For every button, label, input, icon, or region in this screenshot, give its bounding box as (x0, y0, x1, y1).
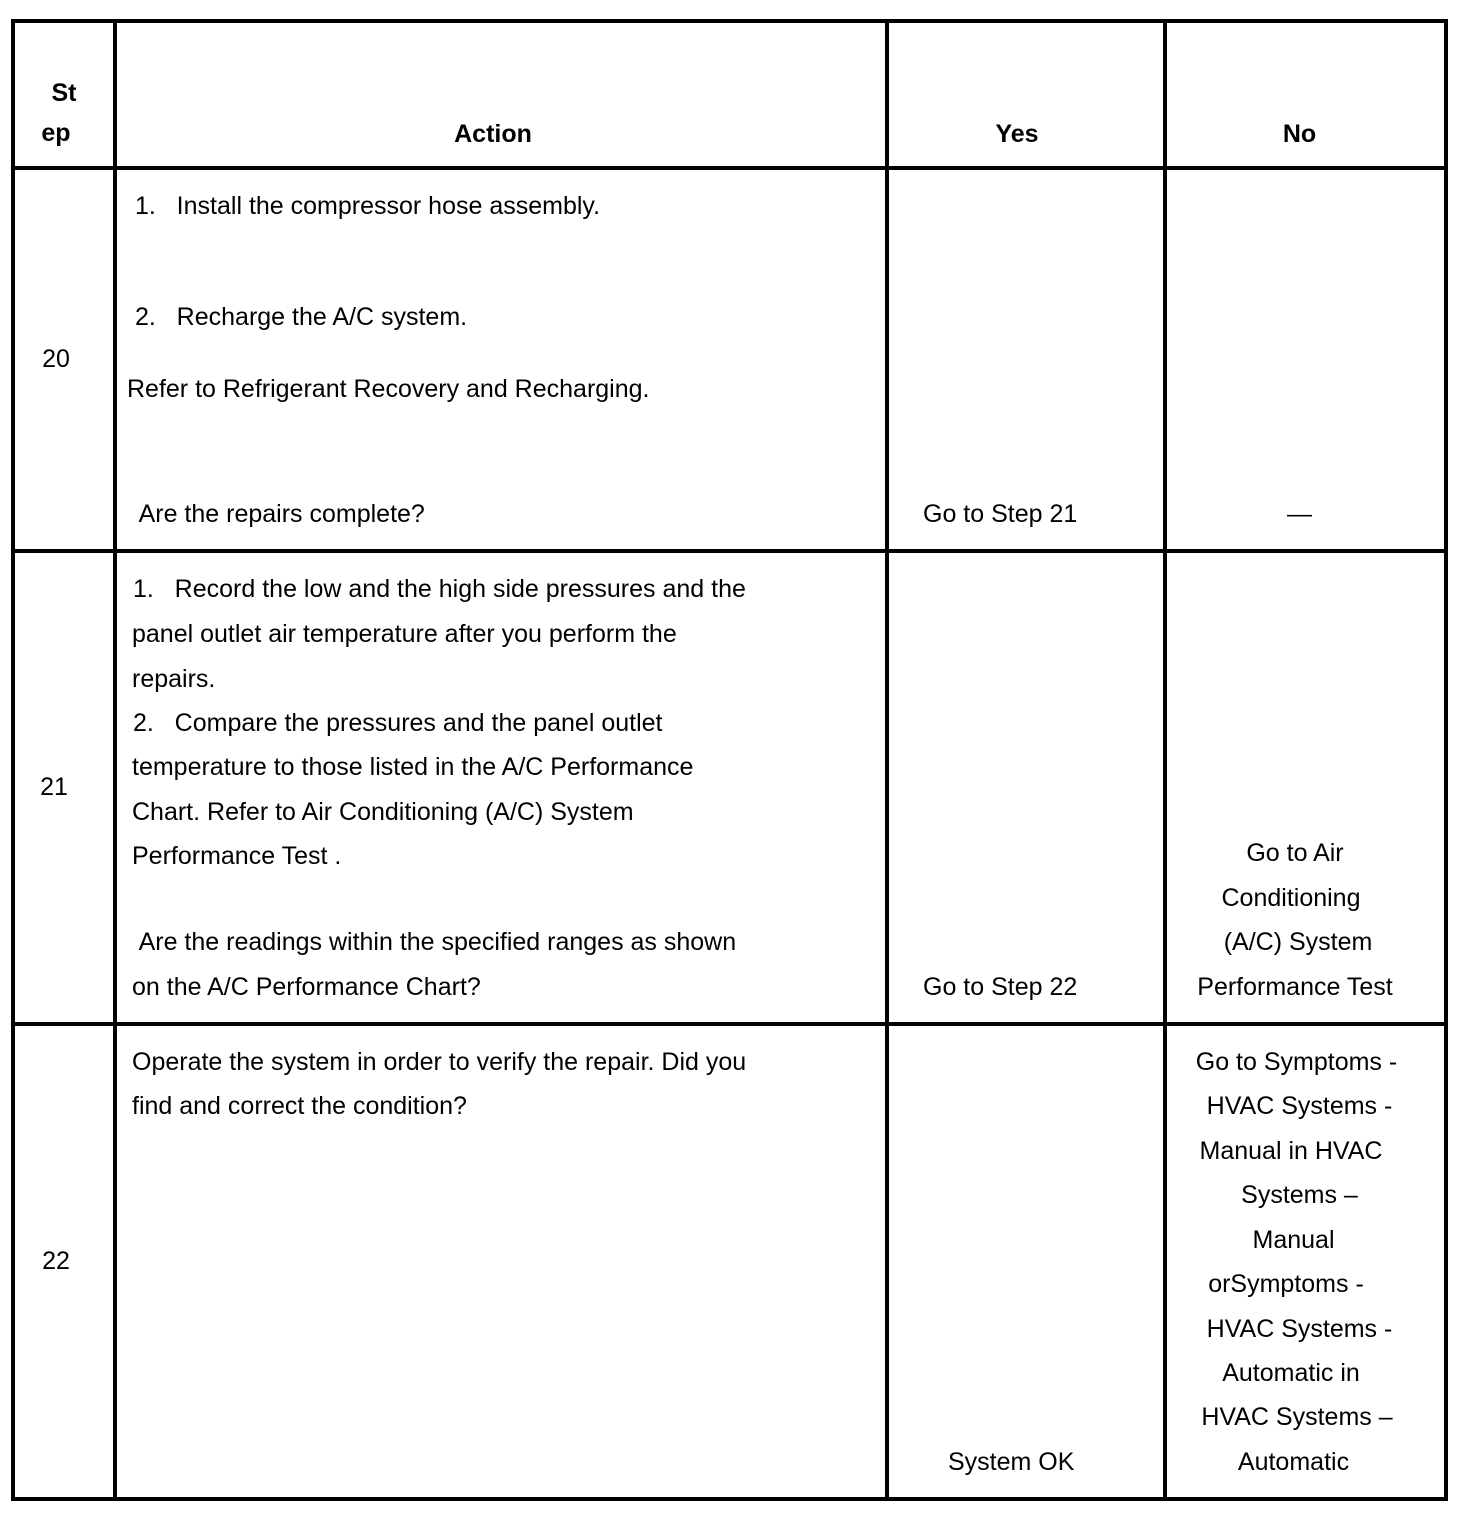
action-21-line2: panel outlet air temperature after you perform the (132, 620, 677, 648)
column-divider-step (113, 20, 117, 1500)
no-20: — (1287, 500, 1312, 528)
action-21-line7: Performance Test . (132, 842, 342, 870)
action-21-line8: Are the readings within the specified ranges as shown (133, 928, 737, 956)
column-divider-action (885, 20, 889, 1500)
no-21-line3: (A/C) System (1223, 928, 1373, 956)
header-step-line2: ep (41, 119, 71, 147)
action-20-question: Are the repairs complete? (133, 500, 425, 528)
action-22-line1: Operate the system in order to verify the repair. Did you (132, 1048, 747, 1076)
table-border-top (11, 19, 1448, 23)
no-21-line2: Conditioning (1221, 884, 1361, 912)
action-20-line1: 1. Install the compressor hose assembly. (135, 192, 601, 220)
yes-22: System OK (948, 1448, 1075, 1476)
header-divider (11, 166, 1448, 170)
no-22-line8: Automatic in (1222, 1359, 1360, 1387)
action-22-line2: find and correct the condition? (132, 1092, 467, 1120)
no-22-line4: Systems – (1241, 1181, 1358, 1209)
action-21-line6: Chart. Refer to Air Conditioning (A/C) System (132, 798, 634, 826)
header-action: Action (454, 120, 532, 148)
no-21-line1: Go to Air (1246, 839, 1344, 867)
no-22-line9: HVAC Systems – (1201, 1403, 1393, 1431)
no-21-line4: Performance Test (1197, 973, 1393, 1001)
table-border-right (1444, 20, 1448, 1500)
yes-20: Go to Step 21 (923, 500, 1078, 528)
action-21-line9: on the A/C Performance Chart? (132, 973, 481, 1001)
step-number-20: 20 (42, 345, 70, 373)
header-yes: Yes (995, 120, 1039, 148)
action-21-line1: 1. Record the low and the high side pressures and the (133, 575, 746, 603)
step-number-21: 21 (40, 773, 68, 801)
table-border-bottom (11, 1497, 1448, 1501)
header-no: No (1282, 120, 1317, 148)
no-22-line10: Automatic (1237, 1448, 1350, 1476)
action-21-line4: 2. Compare the pressures and the panel outlet (133, 709, 663, 737)
step-number-22: 22 (42, 1247, 70, 1275)
no-22-line3: Manual in HVAC (1199, 1137, 1383, 1165)
no-22-line5: Manual (1252, 1226, 1335, 1254)
row-divider-21 (11, 1022, 1448, 1026)
yes-21: Go to Step 22 (923, 973, 1078, 1001)
row-divider-20 (11, 549, 1448, 553)
no-22-line7: HVAC Systems - (1206, 1315, 1393, 1343)
action-21-line5: temperature to those listed in the A/C Performance (132, 753, 694, 781)
header-step-line1: St (51, 79, 77, 107)
no-22-line2: HVAC Systems - (1206, 1092, 1393, 1120)
action-20-line2: 2. Recharge the A/C system. (135, 303, 468, 331)
no-22-line1: Go to Symptoms - (1195, 1048, 1398, 1076)
action-20-line3: Refer to Refrigerant Recovery and Recharging. (127, 375, 650, 403)
action-21-line3: repairs. (132, 665, 216, 693)
no-22-line6: orSymptoms - (1208, 1270, 1364, 1298)
